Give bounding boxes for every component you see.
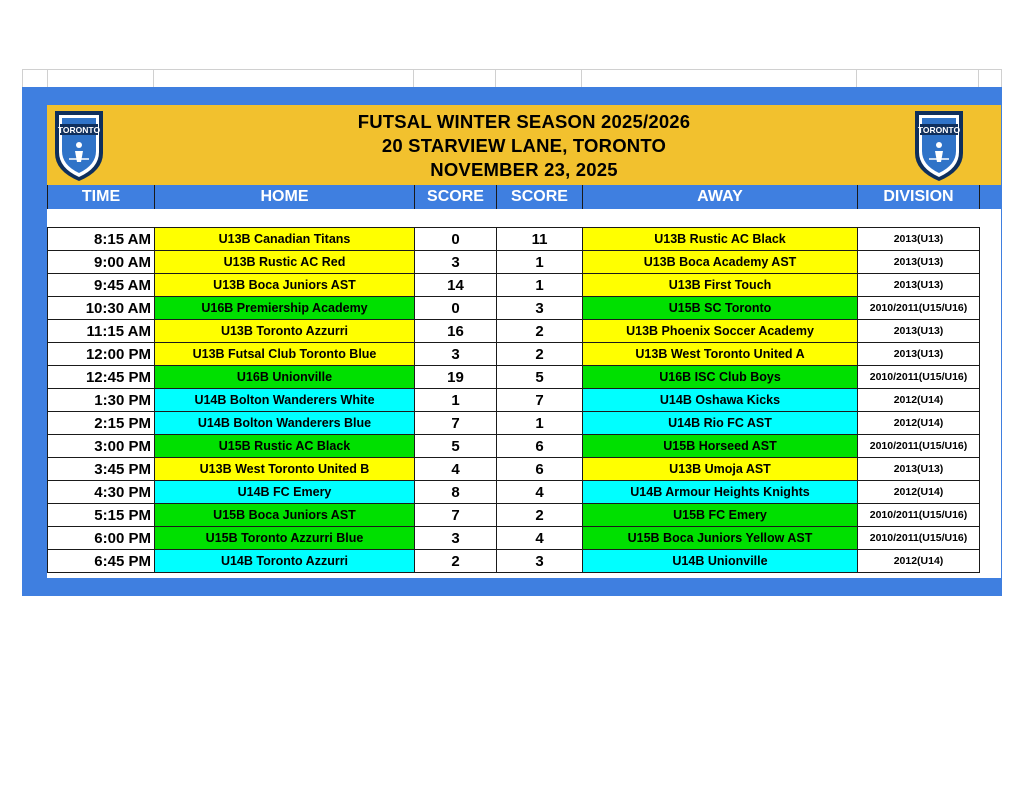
game-time: 2:15 PM (47, 412, 155, 435)
home-team: U13B Rustic AC Red (155, 251, 415, 274)
home-score: 0 (415, 297, 497, 320)
division: 2010/2011(U15/U16) (858, 435, 980, 458)
division: 2013(U13) (858, 274, 980, 297)
home-team: U16B Premiership Academy (155, 297, 415, 320)
game-time: 6:45 PM (47, 550, 155, 573)
toronto-logo-left (51, 107, 107, 183)
away-team: U16B ISC Club Boys (583, 366, 858, 389)
table-row (47, 228, 1001, 251)
home-score: 1 (415, 389, 497, 412)
game-time: 1:30 PM (47, 389, 155, 412)
away-team: U13B West Toronto United A (583, 343, 858, 366)
table-row (47, 481, 1001, 504)
away-score: 7 (497, 389, 583, 412)
division: 2010/2011(U15/U16) (858, 527, 980, 550)
away-score: 11 (497, 228, 583, 251)
away-team: U13B Umoja AST (583, 458, 858, 481)
toronto-logo-right (911, 107, 967, 183)
home-team: U14B Bolton Wanderers White (155, 389, 415, 412)
away-score: 6 (497, 458, 583, 481)
home-score: 14 (415, 274, 497, 297)
schedule-sheet (22, 69, 1002, 596)
games-table (47, 209, 1001, 578)
table-row (47, 366, 1001, 389)
game-time: 12:45 PM (47, 366, 155, 389)
column-header-away-score: SCORE (497, 185, 583, 209)
away-score: 3 (497, 550, 583, 573)
table-row (47, 320, 1001, 343)
home-team: U13B Boca Juniors AST (155, 274, 415, 297)
table-row (47, 412, 1001, 435)
table-row (47, 274, 1001, 297)
title-season: FUTSAL WINTER SEASON 2025/2026 (357, 111, 691, 132)
home-team: U14B Bolton Wanderers Blue (155, 412, 415, 435)
game-time: 4:30 PM (47, 481, 155, 504)
table-row (47, 550, 1001, 573)
division: 2013(U13) (858, 343, 980, 366)
table-row (47, 297, 1001, 320)
away-team: U14B Unionville (583, 550, 858, 573)
game-time: 3:00 PM (47, 435, 155, 458)
svg-text:TORONTO: TORONTO (57, 125, 101, 135)
division: 2012(U14) (858, 412, 980, 435)
home-team: U14B Toronto Azzurri (155, 550, 415, 573)
home-team: U13B Futsal Club Toronto Blue (155, 343, 415, 366)
division: 2013(U13) (858, 320, 980, 343)
away-team: U14B Armour Heights Knights (583, 481, 858, 504)
division: 2012(U14) (858, 389, 980, 412)
home-score: 7 (415, 412, 497, 435)
away-team: U15B SC Toronto (583, 297, 858, 320)
table-row (47, 343, 1001, 366)
home-team: U13B West Toronto United B (155, 458, 415, 481)
table-row (47, 389, 1001, 412)
game-time: 10:30 AM (47, 297, 155, 320)
away-score: 1 (497, 251, 583, 274)
away-score: 4 (497, 527, 583, 550)
column-header-time: TIME (47, 185, 155, 209)
home-score: 19 (415, 366, 497, 389)
home-score: 16 (415, 320, 497, 343)
table-row (47, 527, 1001, 550)
away-team: U15B Horseed AST (583, 435, 858, 458)
table-row (47, 435, 1001, 458)
division: 2010/2011(U15/U16) (858, 504, 980, 527)
away-team: U14B Oshawa Kicks (583, 389, 858, 412)
home-score: 4 (415, 458, 497, 481)
away-score: 2 (497, 504, 583, 527)
away-team: U15B Boca Juniors Yellow AST (583, 527, 858, 550)
home-score: 3 (415, 251, 497, 274)
away-team: U13B First Touch (583, 274, 858, 297)
home-team: U15B Toronto Azzurri Blue (155, 527, 415, 550)
home-team: U16B Unionville (155, 366, 415, 389)
away-team: U13B Phoenix Soccer Academy (583, 320, 858, 343)
game-time: 5:15 PM (47, 504, 155, 527)
away-score: 3 (497, 297, 583, 320)
home-score: 2 (415, 550, 497, 573)
column-header-away: AWAY (583, 185, 858, 209)
away-score: 4 (497, 481, 583, 504)
game-time: 6:00 PM (47, 527, 155, 550)
column-header-home-score: SCORE (415, 185, 497, 209)
away-team: U13B Boca Academy AST (583, 251, 858, 274)
game-time: 3:45 PM (47, 458, 155, 481)
header-band (47, 105, 1001, 185)
away-score: 1 (497, 412, 583, 435)
home-team: U15B Rustic AC Black (155, 435, 415, 458)
away-score: 6 (497, 435, 583, 458)
home-score: 7 (415, 504, 497, 527)
home-score: 5 (415, 435, 497, 458)
division: 2013(U13) (858, 228, 980, 251)
away-team: U15B FC Emery (583, 504, 858, 527)
game-time: 12:00 PM (47, 343, 155, 366)
table-row (47, 251, 1001, 274)
division: 2013(U13) (858, 458, 980, 481)
away-score: 2 (497, 320, 583, 343)
home-score: 3 (415, 343, 497, 366)
column-header-home: HOME (155, 185, 415, 209)
home-team: U13B Toronto Azzurri (155, 320, 415, 343)
division: 2013(U13) (858, 251, 980, 274)
title-venue: 20 STARVIEW LANE, TORONTO (381, 135, 667, 156)
svg-text:TORONTO: TORONTO (917, 125, 961, 135)
title-date: NOVEMBER 23, 2025 (430, 159, 618, 180)
home-score: 8 (415, 481, 497, 504)
home-team: U15B Boca Juniors AST (155, 504, 415, 527)
away-score: 5 (497, 366, 583, 389)
game-time: 9:45 AM (47, 274, 155, 297)
column-header-division: DIVISION (858, 185, 980, 209)
division: 2012(U14) (858, 550, 980, 573)
away-score: 2 (497, 343, 583, 366)
game-time: 9:00 AM (47, 251, 155, 274)
game-time: 11:15 AM (47, 320, 155, 343)
home-score: 3 (415, 527, 497, 550)
away-score: 1 (497, 274, 583, 297)
table-row (47, 504, 1001, 527)
away-team: U13B Rustic AC Black (583, 228, 858, 251)
division: 2010/2011(U15/U16) (858, 297, 980, 320)
division: 2012(U14) (858, 481, 980, 504)
home-score: 0 (415, 228, 497, 251)
table-row (47, 458, 1001, 481)
home-team: U14B FC Emery (155, 481, 415, 504)
game-time: 8:15 AM (47, 228, 155, 251)
column-header-row (47, 185, 1001, 209)
division: 2010/2011(U15/U16) (858, 366, 980, 389)
away-team: U14B Rio FC AST (583, 412, 858, 435)
home-team: U13B Canadian Titans (155, 228, 415, 251)
gridline (22, 69, 1002, 70)
